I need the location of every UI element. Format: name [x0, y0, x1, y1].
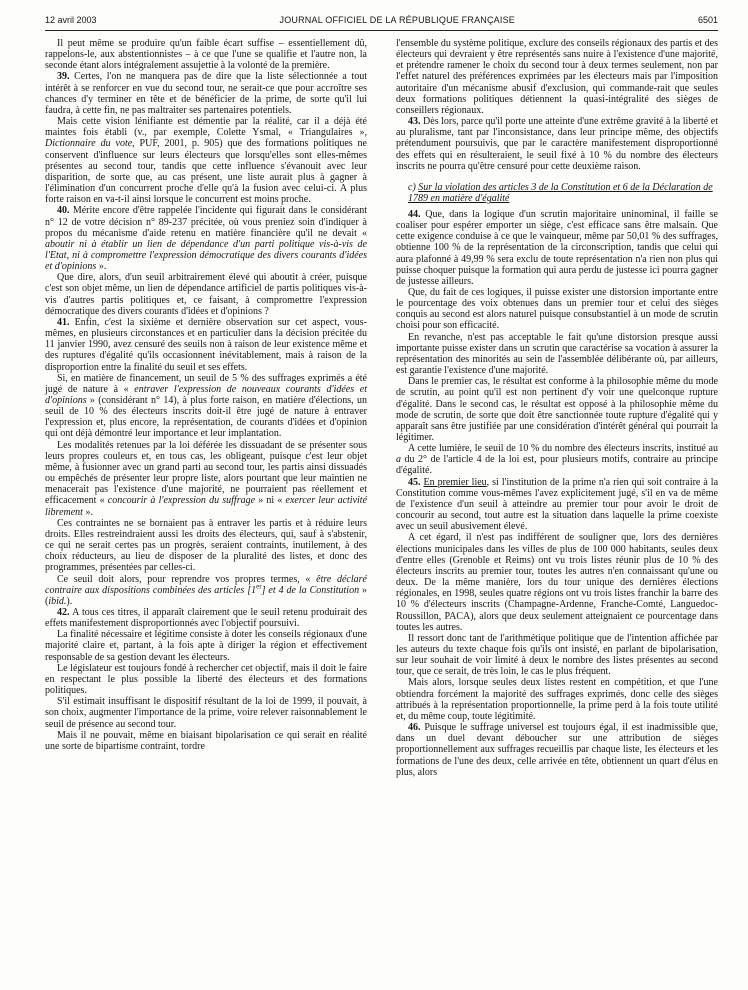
paragraph-41: 41. Enfin, c'est la sixième et dernière observation sur cet aspect, vous-mêmes, en plusieurs circonstances et en particulier dans la décision précitée du 11 janvier 1990, avez censuré des seuils non à raison de leur existence même et des ruptures d'égalité qu'ils occasionnent inévitablement, mais à raison de la disproportion entre la finalité du seuil et ses effets. [45, 316, 367, 373]
paragraph: Que, du fait de ces logiques, il puisse exister une distorsion importante entre le pourcentage des voix obtenues dans un premier tour et celui des sièges conquis au second est alors naturel puisque consubstantiel à un mode de scrutin choisi pour son efficacité. [396, 286, 718, 332]
page-header [45, 14, 718, 31]
paragraph-42: 42. A tous ces titres, il apparaît clairement que le seuil retenu produirait des effets manifestement disproportionnés avec l'objectif poursuivi. [45, 606, 367, 630]
paragraph: Que dire, alors, d'un seuil arbitrairement élevé qui aboutit à créer, puisque c'est son objet même, un lien de dépendance artificiel de partis politiques vis-à-vis d'autres partis politiques et, ce faisant, à compromettre l'expression démocratique des divers courants d'idées et d'opinions ? [45, 272, 367, 317]
paragraph: Mais alors, lorsque seules deux listes restent en compétition, et que l'une obtiendra forcément la majorité des suffrages exprimés, donc celle des sièges attribués à la représentation proportionnelle, la prime perd à la fois toute utilité et, du même coup, toute légitimité. [396, 677, 718, 722]
paragraph: A cet égard, il n'est pas indifférent de souligner que, lors des dernières élections municipales dans les villes de plus de 100 000 habitants, seules deux d'entre elles (Grenoble et Reims) ont vu trois listes réunir plus de 10 % des électeurs inscrits au premier tour, toutes les autres n'en connaissant qu'une ou deux. De la même manière, lors du tour unique des dernières élections régionales, en 1998, seules quatre régions ont vu trois listes franchir la barre des 10 % d'électeurs inscrits (Champagne-Ardenne, Franche-Comté, Languedoc-Roussillon, PACA), alors que deux seulement atteignaient ce pourcentage dans toutes les autres. [396, 532, 718, 633]
paragraph: La finalité nécessaire et légitime consiste à doter les conseils régionaux d'une majorité claire et, partant, à la fois apte à diriger la région et effectivement responsable de sa gestion devant les électeurs. [45, 629, 367, 663]
paragraph: Mais cette vision lénifiante est démentie par la réalité, car il a déjà été maintes fois établi (v., par exemple, Colette Ysmal, « Triangulaires », Dictionnaire du vote, PUF, 2001, p. 905) que des formations politiques ne conservent d'influence sur leurs électeurs que lorsqu'elles sont elles-mêmes présentes au second tour, tandis que cette influence s'évanouit avec leur disparition, de sorte que, au cas présent, une liste aurait plus à gagner à l'élimination d'un concurrent proche d'elle qu'à la fusion avec celui-ci. A plus forte raison en va-t-il ainsi lorsque le concurrent est moins proche. [45, 116, 367, 206]
paragraph-44: 44. Que, dans la logique d'un scrutin majoritaire uninominal, il faille se coaliser pour espérer emporter un siège, c'est efficace sans être malsain. Que cette exigence conduise à ce que le vainqueur, même par 50,01 % des suffrages, obtienne 100 % de la représentation de la circonscription, tandis que celui qui aura plafonné à 49,99 % sera exclu de toute représentation n'a rien non plus qui puisse choquer puisque la formation qui aura perdu de justesse ici pourra gagner de justesse ailleurs. [396, 208, 718, 287]
paragraph-39: 39. Certes, l'on ne manquera pas de dire que la liste sélectionnée a tout intérêt à se renforcer en vue du second tour, ne serait-ce que pour accroître ses chances d'y terminer en tête et de bénéficier de la prime, de sorte qu'il lui faudra, à cette fin, ne pas maltraiter ses partenaires potentiels. [45, 71, 367, 116]
paragraph: l'ensemble du système politique, exclure des conseils régionaux des partis et des électeurs qui devraient y être représentés sans nuire à l'existence d'une majorité, et prétendre ramener le choix du second tour à deux termes seulement, non par l'effet naturel des préférences exprimées par les électeurs mais par l'imposition autoritaire d'un mécanisme abusif d'exclusion, qui commande-rait que seules deux formations politiques détiennent la quasi-intégralité des sièges de conseillers régionaux. [396, 38, 718, 116]
header-title: JOURNAL OFFICIEL DE LA RÉPUBLIQUE FRANÇAISE [279, 15, 515, 25]
paragraph: Ces contraintes ne se bornaient pas à entraver les partis et à réduire leurs droits. Elles restreindraient aussi les droits des électeurs, qui, sauf à s'abstenir, ce qui ne serait certes pas un progrès, seraient contraints, inutilement, à des choix réducteurs, au lieu de disposer de la pluralité des listes, et donc des programmes, présentées par celles-ci. [45, 517, 367, 574]
paragraph: S'il estimait insuffisant le dispositif résultant de la loi de 1999, il pouvait, à son choix, augmenter l'importance de la prime, voire relever raisonnablement le seuil de présence au second tour. [45, 696, 367, 730]
paragraph-40: 40. Mérite encore d'être rappelée l'incidente qui figurait dans le considérant n° 12 de votre décision n° 89-237 précitée, où vous preniez soin d'indiquer à propos du mécanisme d'aide retenu en matière financière qu'il ne devait « aboutir ni à établir un lien de dépendance d'un parti politique vis-à-vis de l'Etat, ni à compromettre l'expression démocratique des divers courants d'idées et d'opinions ». [45, 205, 367, 273]
paragraph: A cette lumière, le seuil de 10 % du nombre des électeurs inscrits, institué au a du 2° de l'article 4 de la loi est, pour plusieurs motifs, contraire au principe d'égalité. [396, 443, 718, 477]
paragraph: Les modalités retenues par la loi déférée les dissuadant de se présenter sous leurs propres couleurs et, en tous cas, les obligeant, puisque c'est leur objet même, à fusionner avec un grand parti au second tour, les partis ainsi dissuadés ou empêchés de présenter leur propre liste, alors pourtant que leur maintien ne menacerait pas l'existence d'une majorité, ne pourraient pas réellement et efficacement « concourir à l'expression du suffrage » ni « exercer leur activité librement ». [45, 439, 368, 518]
paragraph: Le législateur est toujours fondé à rechercher cet objectif, mais il doit le faire en respectant le plus possible la liberté des électeurs et des formations politiques. [45, 662, 367, 697]
paragraph: Dans le premier cas, le résultat est conforme à la philosophie même du mode de scrutin, au point qu'il est non pertinent d'y voir une quelconque rupture d'égalité. Dans le second cas, le résultat est opposé à la philosophie même du mode de scrutin, de sorte que doit être sanctionnée toute rupture d'égalité qui y apparaît sans être justifiée par une considération d'intérêt général qui pourrait la légitimer. [396, 376, 718, 443]
right-column [396, 38, 718, 778]
paragraph-46: 46. Puisque le suffrage universel est toujours égal, il est inadmissible que, dans un duel devant déboucher sur une attribution de sièges proportionnellement aux suffrages recueillis par chaque liste, les électeurs et les formations de l'une des deux, celle arrivée en tête, obtiennent un quart d'élus en plus, alors [396, 722, 718, 778]
header-date: 12 avril 2003 [45, 15, 97, 25]
paragraph: Il peut même se produire qu'un faible écart suffise – essentiellement dû, rappelons-le, aux abstentionnistes – à ce que l'une se qualifie et l'autre non, la seconde étant alors intégralement assujettie à la volonté de la première. [45, 38, 367, 72]
paragraph: Ce seuil doit alors, pour reprendre vos propres termes, « être déclaré contraire aux dispositions combinées des articles [1er] et 4 de la Constitution » (ibid.). [45, 573, 368, 607]
header-page-number: 6501 [697, 15, 718, 25]
paragraph-45: 45. En premier lieu, si l'institution de la prime n'a rien qui soit contraire à la Constitution comme vous-mêmes l'avez explicitement jugé, s'il en va de même de l'existence d'un seuil à atteindre au premier tour pour avoir le droit de concourir au second, tout autre est la situation dans laquelle la prime coexiste avec un seuil abusivement élevé. [396, 476, 719, 533]
paragraph: Mais il ne pouvait, même en biaisant bipolarisation ce qui serait en réalité une sorte de bipartisme contraint, tordre [45, 729, 367, 752]
section-subheading: c) Sur la violation des articles 3 de la Constitution et 6 de la Déclaration de 1789 en matière d'égalité [408, 181, 713, 205]
paragraph-43: 43. Dès lors, parce qu'il porte une atteinte d'une extrême gravité à la liberté et au pluralisme, tant par l'inconsistance, dans leur principe même, des objectifs prétendument poursuivis, que par le caractère manifestement disproportionné des effets qui en résulteraient, le seuil fixé à 10 % du nombre des électeurs inscrits ne pourra qu'être censuré pour cette deuxième raison. [396, 116, 718, 172]
two-column-body [45, 38, 718, 778]
paragraph: Si, en matière de financement, un seuil de 5 % des suffrages exprimés a été jugé de nature à « entraver l'expression de nouveaux courants d'idées et d'opinions » (considérant n° 14), à plus forte raison, en matière d'élections, un seuil de 10 % des électeurs inscrits doit-il être jugé de nature à entraver l'expression et, plus encore, la représentation, de courants d'idées et d'opinion qui ont déjà démontré leur importance et leur implantation. [45, 372, 367, 440]
left-column [45, 38, 367, 778]
paragraph: Il ressort donc tant de l'arithmétique politique que de l'intention affichée par les auteurs du texte chaque fois qu'ils ont insisté, en parlant de bipolarisation, sur leur souhait de voir limité à deux le nombre des listes présentes au second tour, que ce serait, de très loin, le cas le plus fréquent. [396, 632, 718, 678]
paragraph: En revanche, n'est pas acceptable le fait qu'une distorsion presque aussi importante puisse exister dans un scrutin que caractérise sa vocation à assurer la représentation des minorités au sein de l'assemblée délibérante où, par ailleurs, est garantie l'existence d'une majorité. [396, 331, 718, 377]
